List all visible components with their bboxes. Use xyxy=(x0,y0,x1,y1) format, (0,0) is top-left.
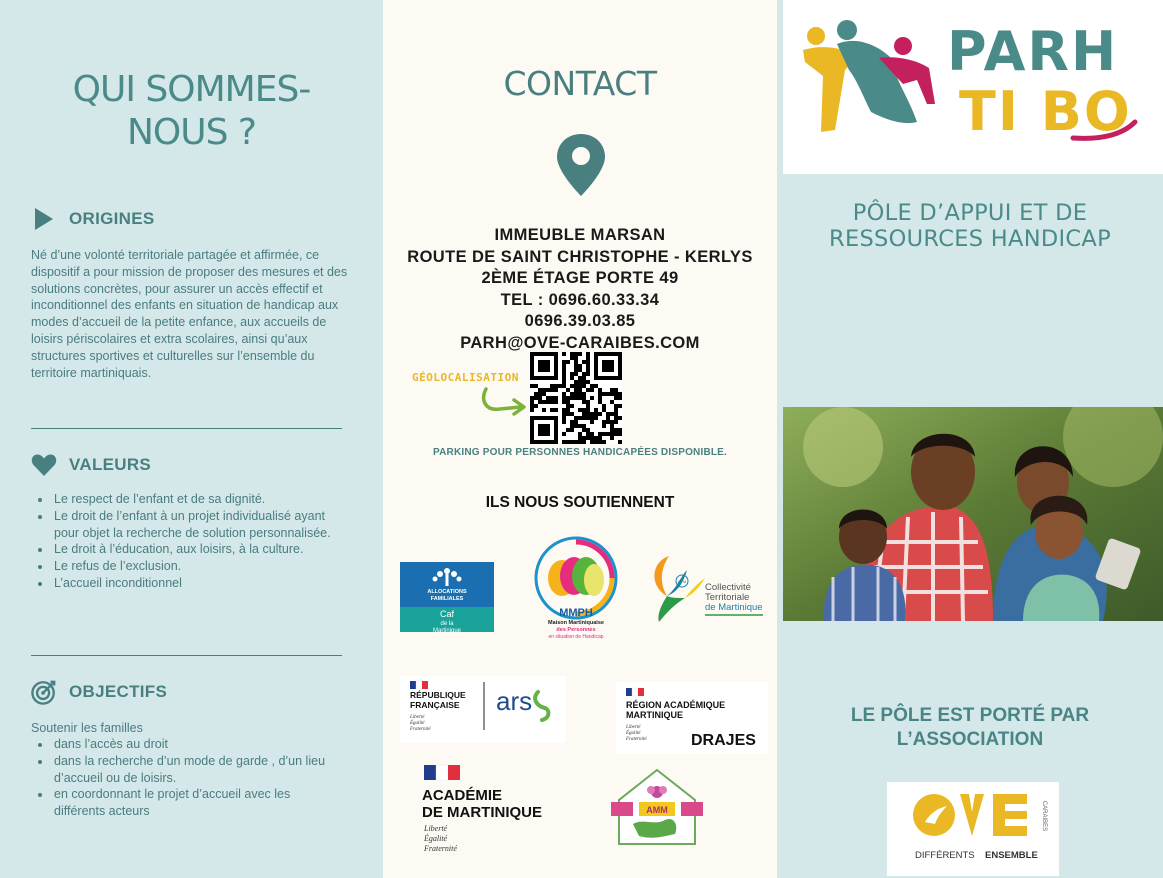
target-icon xyxy=(31,679,57,705)
section-origines-heading: ORIGINES xyxy=(31,206,155,232)
svg-text:Liberté: Liberté xyxy=(626,725,641,730)
svg-text:RÉPUBLIQUE: RÉPUBLIQUE xyxy=(410,690,466,700)
list-item: dans la recherche d’un mode de garde , d’un lieu d’accueil ou de loisirs. xyxy=(31,753,341,787)
phone-2: 0696.39.03.85 xyxy=(524,312,636,330)
svg-text:Collectivité: Collectivité xyxy=(705,582,751,593)
svg-text:RÉGION ACADÉMIQUE: RÉGION ACADÉMIQUE xyxy=(626,700,726,710)
ars-logo xyxy=(400,676,566,743)
list-item: en coordonnant le projet d’accueil avec les différents acteurs xyxy=(31,786,341,820)
pole-title: PÔLE D’APPUI ET DE RESSOURCES HANDICAP xyxy=(829,200,1111,252)
objectifs-list xyxy=(31,736,341,820)
list-item: Le respect de l’enfant et de sa dignité. xyxy=(31,491,341,508)
svg-text:ALLOCATIONS: ALLOCATIONS xyxy=(427,589,467,595)
svg-text:Fraternité: Fraternité xyxy=(626,737,647,742)
svg-text:DIFFÉRENTS: DIFFÉRENTS xyxy=(915,850,975,861)
valeurs-list xyxy=(31,491,341,592)
qr-code[interactable] xyxy=(530,352,622,444)
geolocalisation-label: GÉOLOCALISATION xyxy=(412,371,519,384)
svg-text:MMPH: MMPH xyxy=(559,607,593,619)
svg-text:en situation de Handicap: en situation de Handicap xyxy=(548,634,604,640)
svg-text:Fraternité: Fraternité xyxy=(424,844,457,853)
drajes-logo xyxy=(616,682,768,754)
porte-par-association: LE PÔLE EST PORTÉ PAR L’ASSOCIATION xyxy=(850,705,1090,750)
svg-text:FAMILIALES: FAMILIALES xyxy=(430,596,464,602)
svg-text:CARAIBES: CARAIBES xyxy=(1041,800,1047,832)
contact-address: IMMEUBLE MARSAN ROUTE DE SAINT CHRISTOPHE - KERLYS 2ÈME ÉTAGE PORTE 49 TEL : 0696.60.33.34 0696.39.03.85 PARH@OVE-CARAIBES.COM xyxy=(383,225,777,354)
support-title: ILS NOUS SOUTIENNENT xyxy=(485,494,675,511)
svg-text:DE MARTINIQUE: DE MARTINIQUE xyxy=(422,804,542,821)
svg-text:DRAJES: DRAJES xyxy=(691,732,756,749)
email: PARH@OVE-CARAIBES.COM xyxy=(460,333,700,352)
svg-text:Égalité: Égalité xyxy=(410,721,425,726)
svg-text:des Personnes: des Personnes xyxy=(556,627,596,633)
svg-text:ENSEMBLE: ENSEMBLE xyxy=(985,850,1038,861)
svg-text:FRANÇAISE: FRANÇAISE xyxy=(410,700,460,710)
play-icon xyxy=(31,206,57,232)
svg-text:PARH: PARH xyxy=(947,20,1119,83)
svg-text:Liberté: Liberté xyxy=(424,824,448,833)
list-item: L’accueil inconditionnel xyxy=(31,575,341,592)
divider xyxy=(31,428,342,429)
list-item: Le droit de l’enfant à un projet individualisé ayant pour objet la recherche de solution personnalisée. xyxy=(31,508,341,542)
svg-text:ars: ars xyxy=(496,686,533,716)
section-objectifs-heading: OBJECTIFS xyxy=(31,679,167,705)
mmph-logo xyxy=(530,536,622,640)
svg-text:de Martinique: de Martinique xyxy=(705,602,763,613)
svg-text:TI BO: TI BO xyxy=(959,80,1132,143)
svg-text:Égalité: Égalité xyxy=(424,834,448,843)
svg-text:Égalité: Égalité xyxy=(626,731,641,736)
svg-text:Caf: Caf xyxy=(439,609,455,619)
svg-text:Liberté: Liberté xyxy=(410,715,425,720)
svg-text:Martinique: Martinique xyxy=(432,628,462,632)
svg-text:de la: de la xyxy=(440,621,454,627)
parking-note: PARKING POUR PERSONNES HANDICAPÉES DISPONIBLE. xyxy=(432,447,728,458)
svg-text:Fraternité: Fraternité xyxy=(410,727,431,732)
list-item: Le droit à l’éducation, aux loisirs, à la culture. xyxy=(31,541,341,558)
map-pin-icon xyxy=(555,132,607,198)
svg-text:AMM: AMM xyxy=(646,805,668,815)
ove-logo xyxy=(887,782,1059,876)
parh-ti-bo-logo xyxy=(783,0,1163,174)
contact-title: CONTACT xyxy=(503,64,657,103)
list-item: dans l’accès au droit xyxy=(31,736,341,753)
svg-text:MARTINIQUE: MARTINIQUE xyxy=(626,710,683,720)
list-item: Le refus de l’exclusion. xyxy=(31,558,341,575)
svg-text:Territoriale: Territoriale xyxy=(705,592,750,603)
divider xyxy=(31,655,342,656)
svg-text:ACADÉMIE: ACADÉMIE xyxy=(422,787,503,804)
caf-logo xyxy=(400,562,494,632)
section-valeurs-heading: VALEURS xyxy=(31,452,151,478)
heart-icon xyxy=(31,452,57,478)
svg-text:CTM: CTM xyxy=(677,579,687,584)
arrow-icon xyxy=(478,387,528,417)
amm-logo xyxy=(609,768,705,846)
page-title: QUI SOMMES- NOUS ? xyxy=(72,69,311,153)
phone-1: TEL : 0696.60.33.34 xyxy=(500,290,660,309)
family-photo xyxy=(783,407,1163,621)
academie-logo xyxy=(414,760,564,856)
svg-text:Maison Martiniquaise: Maison Martiniquaise xyxy=(548,620,604,626)
ctm-logo xyxy=(647,552,769,628)
objectifs-intro: Soutenir les familles xyxy=(31,721,143,735)
origines-text: Né d’une volonté territoriale partagée et affirmée, ce dispositif a pour mission de proposer des mesures et des solutions concrètes, pour assurer un accès effectif et inconditionnel des enfants en situation de handicap aux modes d’accueil de la petite enfance, aux accueils de loisirs périscolaires et extra scolaires, ainsi qu’aux structures sportives et culturelles sur l’ensemble du territoire martiniquais. xyxy=(31,248,348,380)
